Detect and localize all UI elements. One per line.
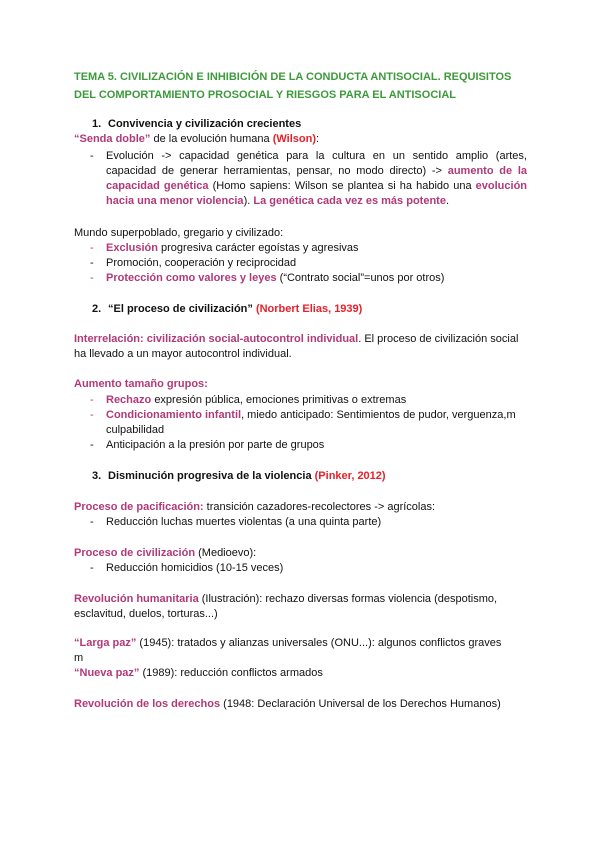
section-2-number: 2.: [92, 303, 102, 315]
section-2-heading: “El proceso de civilización” (Norbert Elias, 1939): [108, 303, 363, 315]
senda-doble-line: “Senda doble” de la evolución humana (Wilson):: [74, 133, 320, 145]
reduccion-homicidios-bullet: Reducción homicidios (10-15 veces): [106, 562, 284, 574]
promocion-bullet: Promoción, cooperación y reciprocidad: [106, 257, 297, 269]
bullet-dash: -: [90, 562, 94, 574]
pacificacion-line: Proceso de pacificación: transición cazadores-recolectores -> agrícolas:: [74, 501, 436, 513]
rechazo-bullet: Rechazo expresión pública, emociones primitivas o extremas: [106, 394, 407, 406]
revolucion-humanitaria-paragraph: Revolución humanitaria (Ilustración): rechazo diversas formas violencia (despotismo, esclavitud, duelos, torturas...): [74, 593, 498, 620]
bullet-dash: -: [90, 257, 94, 269]
bullet-dash: -: [90, 272, 94, 284]
title-line-2: DEL COMPORTAMIENTO PROSOCIAL Y RIESGOS PARA EL ANTISOCIAL: [74, 89, 456, 101]
revolucion-derechos-line: Revolución de los derechos (1948: Declaración Universal de los Derechos Humanos): [74, 698, 501, 710]
wilson-ref: (Wilson): [272, 133, 317, 145]
proteccion-bullet: Protección como valores y leyes (“Contrato social”=unos por otros): [106, 272, 445, 284]
mundo-line: Mundo superpoblado, gregario y civilizado:: [74, 227, 284, 239]
anticipacion-bullet: Anticipación a la presión por parte de grupos: [106, 439, 325, 451]
reduccion-luchas-bullet: Reducción luchas muertes violentas (a una quinta parte): [106, 516, 382, 528]
condicionamiento-bullet: Condicionamiento infantil, miedo anticipado: Sentimientos de pudor, verguenza,m: [106, 409, 516, 421]
bullet-dash: -: [90, 394, 94, 406]
larga-paz-cont: m: [74, 652, 84, 664]
exclusion-bullet: Exclusión progresiva carácter egoístas y agresivas: [106, 242, 359, 254]
nueva-paz-line: “Nueva paz” (1989): reducción conflictos armados: [74, 667, 323, 679]
section-3-heading: Disminución progresiva de la violencia (Pinker, 2012): [108, 470, 386, 482]
interrelacion-paragraph: Interrelación: civilización social-autocontrol individual. El proceso de civilización social ha llevado a un mayor autocontrol individual.: [74, 333, 519, 360]
bullet-dash: -: [90, 409, 94, 421]
aumento-heading: Aumento tamaño grupos:: [74, 378, 208, 390]
culpabilidad-line: culpabilidad: [106, 424, 165, 436]
section-3-number: 3.: [92, 470, 102, 482]
title-line-1: TEMA 5. CIVILIZACIÓN E INHIBICIÓN DE LA CONDUCTA ANTISOCIAL. REQUISITOS: [74, 71, 512, 83]
section-1-heading: Convivencia y civilización crecientes: [108, 118, 302, 130]
civilizacion-line: Proceso de civilización (Medioevo):: [74, 547, 257, 559]
bullet-dash: -: [90, 150, 94, 162]
section-1-number: 1.: [92, 118, 102, 130]
senda-doble-term: “Senda doble”: [74, 133, 151, 145]
bullet-dash: -: [90, 439, 94, 451]
evolution-bullet: Evolución -> capacidad genética para la cultura en un sentido amplio (artes, capacidad de generar herramientas, pensar, no modo directo) -> aumento de la capacidad genética (Homo sapiens: Wilson se plantea si ha habido una evolución hacia una menor violencia). La genética cada vez es más potente.: [106, 150, 528, 207]
bullet-dash: -: [90, 242, 94, 254]
bullet-dash: -: [90, 516, 94, 528]
larga-paz-line: “Larga paz” (1945): tratados y alianzas universales (ONU...): algunos conflictos graves: [74, 637, 502, 649]
